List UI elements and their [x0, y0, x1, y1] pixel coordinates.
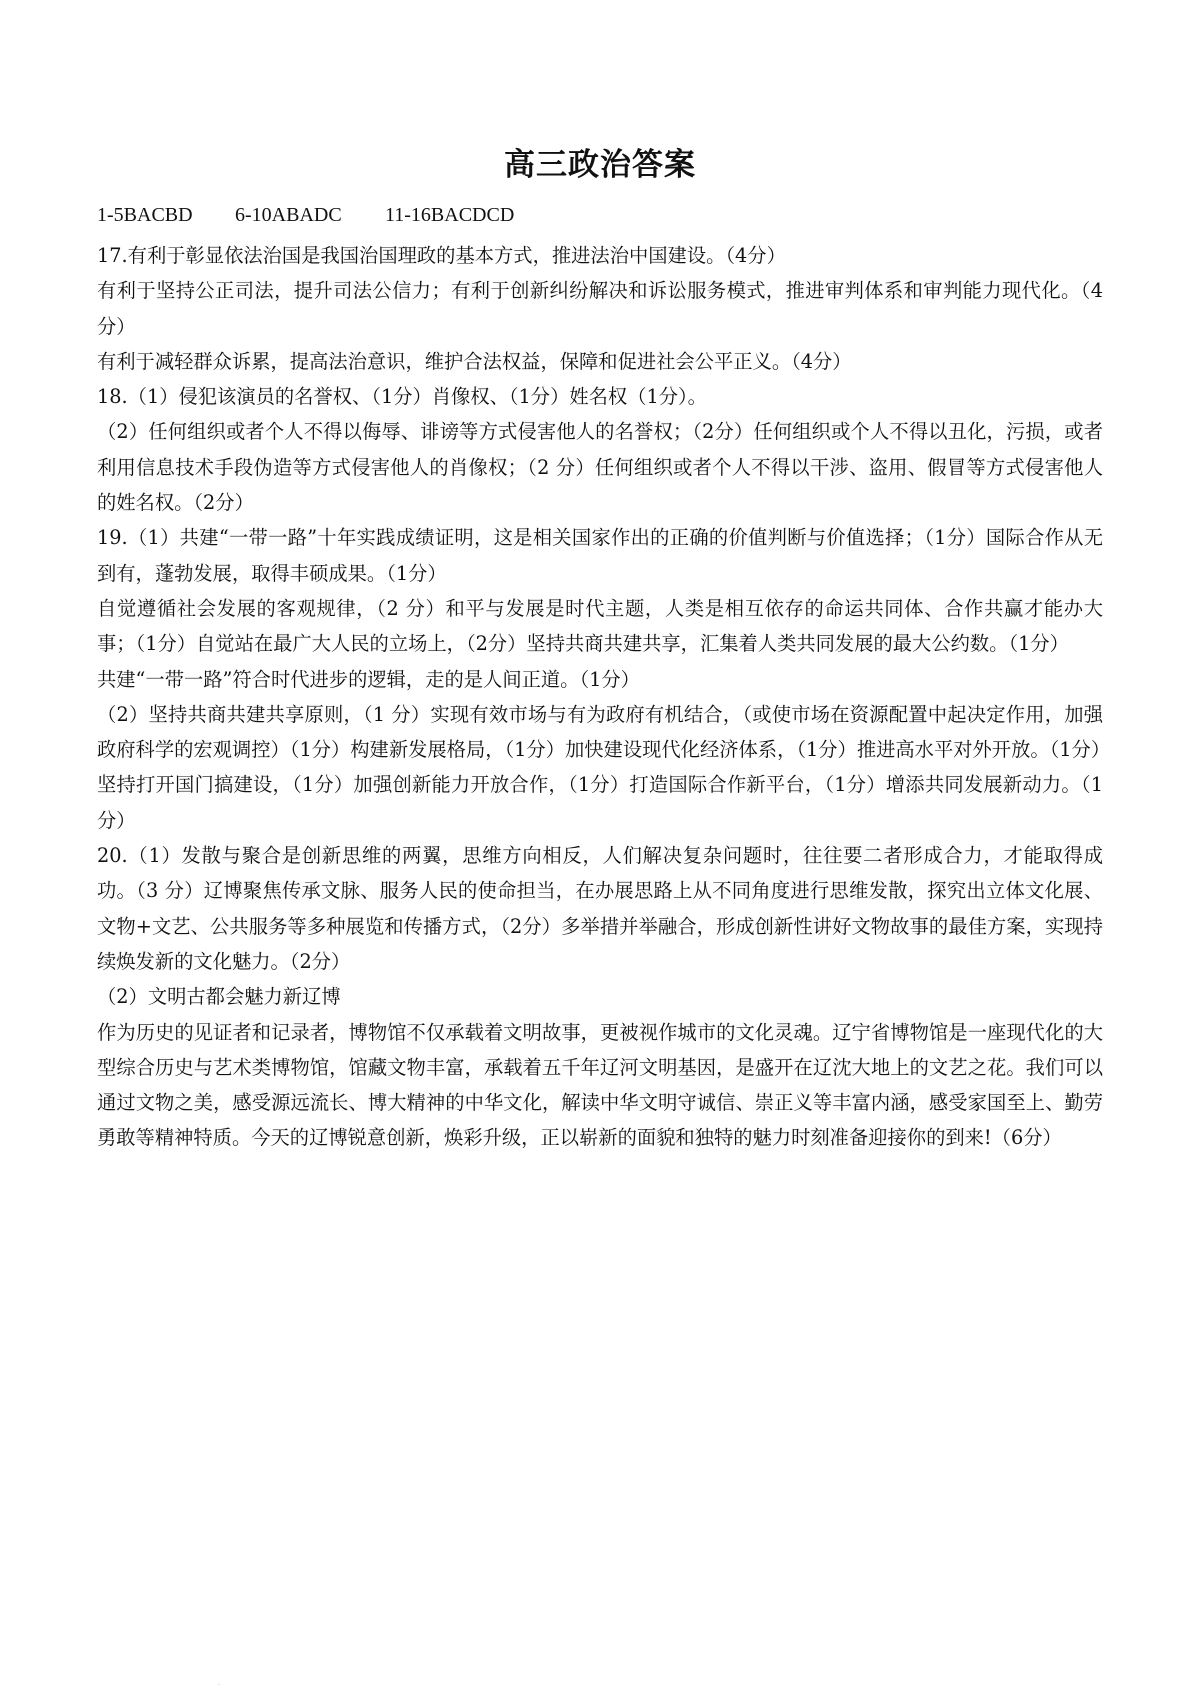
footer-mark: · [218, 1682, 220, 1689]
answer-17-point-3: 有利于减轻群众诉累，提高法治意识，维护合法权益，保障和促进社会公平正义。（4分） [97, 349, 852, 373]
answer-19-part-1-c: 共建“一带一路”符合时代进步的逻辑，走的是人间正道。（1分） [97, 667, 640, 691]
answers-11-16: 11-16BACDCD [385, 204, 515, 226]
answer-17-point-2: 有利于坚持公正司法，提升司法公信力；有利于创新纠纷解决和诉讼服务模式，推进审判体系和审判能力现代化。（4分） [97, 279, 1103, 338]
answer-17-point-1: 17.有利于彰显依法治国是我国治国理政的基本方式，推进法治中国建设。（4分） [97, 244, 786, 267]
answers-1-5: 1-5BACBD [97, 204, 193, 226]
answer-19-part-2-a: （2）坚持共商共建共享原则，（1 分）实现有效市场与有为政府有机结合，（或使市场在资源配置中起决定作用，加强政府科学的宏观调控）（1分）构建新发展格局，（1分）加快建设现代化经济体系，（1分）推进高水平对外开放。（1分） [97, 702, 1111, 762]
answer-20-part-2-essay: 作为历史的见证者和记录者，博物馆不仅承载着文明故事，更被视作城市的文化灵魂。辽宁省博物馆是一座现代化的大型综合历史与艺术类博物馆，馆藏文物丰富，承载着五千年辽河文明基因，是盛开在辽沈大地上的文艺之花。我们可以通过文物之美，感受源远流长、博大精神的中华文化，解读中华文明守诚信、崇正义等丰富内涵，感受家国至上、勤劳勇敢等精神特质。今天的辽博锐意创新，焕彩升级，正以崭新的面貌和独特的魅力时刻准备迎接你的到来!（6分） [97, 1020, 1103, 1150]
answer-19-part-1-b: 自觉遵循社会发展的客观规律，（2 分）和平与发展是时代主题，人类是相互依存的命运共同体、合作共赢才能办大事；（1分）自觉站在最广大人民的立场上，（2分）坚持共商共建共享，汇集着人类共同发展的最大公约数。（1分） [97, 596, 1103, 656]
answer-20-part-2-heading: （2）文明古都会魅力新辽博 [97, 985, 341, 1009]
multiple-choice-answers [97, 200, 514, 230]
answer-19-part-1-a: 19.（1）共建“一带一路”十年实践成绩证明，这是相关国家作出的正确的价值判断与价值选择；（1分）国际合作从无到有，蓬勃发展，取得丰硕成果。（1分） [97, 526, 1103, 585]
answer-18-part-1: 18.（1）侵犯该演员的名誉权、（1分）肖像权、（1分）姓名权（1分）。 [97, 385, 707, 409]
answer-18-part-2: （2）任何组织或者个人不得以侮辱、诽谤等方式侵害他人的名誉权；（2分）任何组织或个人不得以丑化，污损，或者利用信息技术手段伪造等方式侵害他人的肖像权；（2 分）任何组织或者个人不得以干涉、盗用、假冒等方式侵害他人的姓名权。（2分） [97, 420, 1103, 515]
answers-6-10: 6-10ABADC [235, 204, 342, 226]
answer-20-part-1: 20.（1）发散与聚合是创新思维的两翼，思维方向相反，人们解决复杂问题时，往往要二者形成合力，才能取得成功。（3 分）辽博聚焦传承文脉、服务人民的使命担当，在办展思路上从不同角度进行思维发散，探究出立体文化展、文物+文艺、公共服务等多种展览和传播方式，（2分）多举措并举融合，形成创新性讲好文物故事的最佳方案，实现持续焕发新的文化魅力。（2分） [97, 844, 1103, 973]
page-title: 高三政治答案 [504, 147, 696, 183]
answer-19-part-2-b: 坚持打开国门搞建设，（1分）加强创新能力开放合作，（1分）打造国际合作新平台，（1分）增添共同发展新动力。（1分） [97, 773, 1103, 832]
answer-body [97, 238, 1111, 1156]
